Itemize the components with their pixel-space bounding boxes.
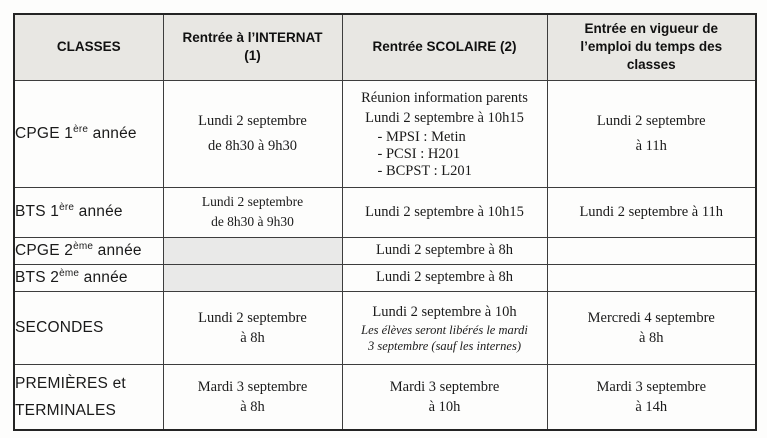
row-premieres-internat-cell (163, 364, 342, 430)
row-cpge2-label-sup: ème (73, 240, 94, 252)
row-bts1-emploi-text: Lundi 2 septembre à 11h (579, 203, 724, 220)
row-bts2-label (14, 264, 163, 291)
row-bts1-label-suffix: année (74, 203, 123, 220)
header-internat-line2: (1) (244, 48, 261, 64)
row-bts1-internat-cell (163, 187, 342, 237)
row-cpge1-emploi-cell (547, 80, 756, 187)
row-bts1-internat-line1: Lundi 2 septembre (201, 194, 304, 209)
row-secondes-internat-cell (163, 291, 342, 364)
row-cpge2-label-suffix: année (93, 241, 142, 259)
row-cpge1-room-mpsi: - MPSI : Metin (377, 128, 466, 145)
row-cpge2-label-prefix: CPGE 2 (15, 241, 74, 259)
header-row (14, 14, 756, 80)
header-cell-internat (163, 14, 342, 80)
row-bts2-label-prefix: BTS 2 (15, 268, 60, 286)
header-cell-scolaire (342, 14, 547, 80)
row-cpge2-scolaire-cell (342, 237, 547, 264)
row-secondes-emploi-line1: Mercredi 4 septembre (587, 309, 715, 326)
row-cpge2-label (14, 237, 163, 264)
row-cpge1-emploi-line1: Lundi 2 septembre (596, 112, 706, 129)
row-secondes (14, 291, 756, 364)
header-internat-line1: Rentrée à l’INTERNAT (182, 30, 323, 46)
row-secondes-label-text: SECONDES (15, 318, 104, 336)
row-premieres-emploi-line1: Mardi 3 septembre (596, 378, 707, 395)
row-premieres-scolaire-line1: Mardi 3 septembre (389, 378, 500, 395)
row-bts1-emploi-cell (547, 187, 756, 237)
row-cpge1-room-pcsi: - PCSI : H201 (377, 145, 461, 162)
row-cpge1-room-list (378, 129, 547, 180)
row-bts2-emploi-cell-empty (547, 264, 756, 291)
row-bts1-scolaire-cell (342, 187, 547, 237)
row-premieres-emploi-line2: à 14h (635, 398, 668, 415)
row-bts2-scolaire-cell (342, 264, 547, 291)
row-cpge1-scolaire-cell (342, 80, 547, 187)
row-premieres-internat-line1: Mardi 3 septembre (197, 378, 308, 395)
row-bts2-label-suffix: année (79, 268, 128, 286)
row-cpge1-label-prefix: CPGE 1 (15, 124, 74, 142)
row-secondes-internat-line1: Lundi 2 septembre (198, 309, 307, 326)
row-secondes-internat-line2: à 8h (240, 329, 265, 346)
row-bts2-internat-cell-shaded (163, 264, 342, 291)
row-bts1-label (14, 187, 163, 237)
row-cpge2-internat-cell-shaded (163, 237, 342, 264)
row-premieres-emploi-cell (547, 364, 756, 430)
header-cell-classes (14, 14, 163, 80)
row-premieres-label-line1: PREMIÈRES et (15, 374, 126, 392)
header-emploi-line1: Entrée en vigueur de (584, 21, 719, 37)
row-bts1-internat-line2: de 8h30 à 9h30 (211, 214, 294, 229)
row-premieres-label-line2: TERMINALES (15, 401, 117, 419)
row-bts1 (14, 187, 756, 237)
header-scolaire-label: Rentrée SCOLAIRE (2) (372, 39, 517, 55)
row-cpge1-label-sup: ère (73, 123, 89, 135)
row-secondes-label (14, 291, 163, 364)
row-cpge1-room-bcpst: - BCPST : L201 (377, 162, 472, 179)
row-secondes-emploi-cell (547, 291, 756, 364)
row-secondes-note-line2: 3 septembre (sauf les internes) (368, 338, 521, 353)
header-emploi-line2: l’emploi du temps des (580, 39, 723, 55)
row-premieres-label (14, 364, 163, 430)
row-secondes-emploi-line2: à 8h (638, 329, 664, 346)
row-secondes-scolaire-cell (342, 291, 547, 364)
row-secondes-scolaire-line1: Lundi 2 septembre à 10h (372, 303, 517, 320)
row-bts1-scolaire-text: Lundi 2 septembre à 10h15 (365, 203, 524, 220)
row-bts1-label-prefix: BTS 1 (15, 203, 60, 220)
row-bts2 (14, 264, 756, 291)
row-bts1-label-sup: ère (59, 201, 75, 213)
row-cpge2-emploi-cell-empty (547, 237, 756, 264)
row-cpge1-scolaire-line1: Réunion information parents (361, 89, 528, 106)
row-secondes-note-line1: Les élèves seront libérés le mardi (361, 322, 528, 337)
row-cpge1-internat-cell (163, 80, 342, 187)
header-emploi-line3: classes (626, 57, 676, 73)
header-classes-label: CLASSES (56, 39, 121, 55)
row-bts2-label-sup: ème (59, 267, 80, 279)
row-cpge1-label-suffix: année (88, 124, 137, 142)
row-cpge2 (14, 237, 756, 264)
row-cpge1-scolaire-line2: Lundi 2 septembre à 10h15 (365, 109, 524, 126)
row-cpge1-emploi-line2: à 11h (635, 137, 667, 154)
row-premieres (14, 364, 756, 430)
row-premieres-internat-line2: à 8h (240, 398, 265, 415)
row-cpge1-internat-line1: Lundi 2 septembre (198, 112, 307, 129)
row-cpge1-label (14, 80, 163, 187)
row-premieres-scolaire-cell (342, 364, 547, 430)
row-cpge1-internat-line2: de 8h30 à 9h30 (208, 137, 297, 154)
rentree-schedule-table (13, 13, 757, 431)
row-cpge1 (14, 80, 756, 187)
header-cell-emploi (547, 14, 756, 80)
row-premieres-scolaire-line2: à 10h (428, 398, 461, 415)
row-cpge2-scolaire-text: Lundi 2 septembre à 8h (376, 242, 513, 258)
row-bts2-scolaire-text: Lundi 2 septembre à 8h (376, 269, 513, 285)
